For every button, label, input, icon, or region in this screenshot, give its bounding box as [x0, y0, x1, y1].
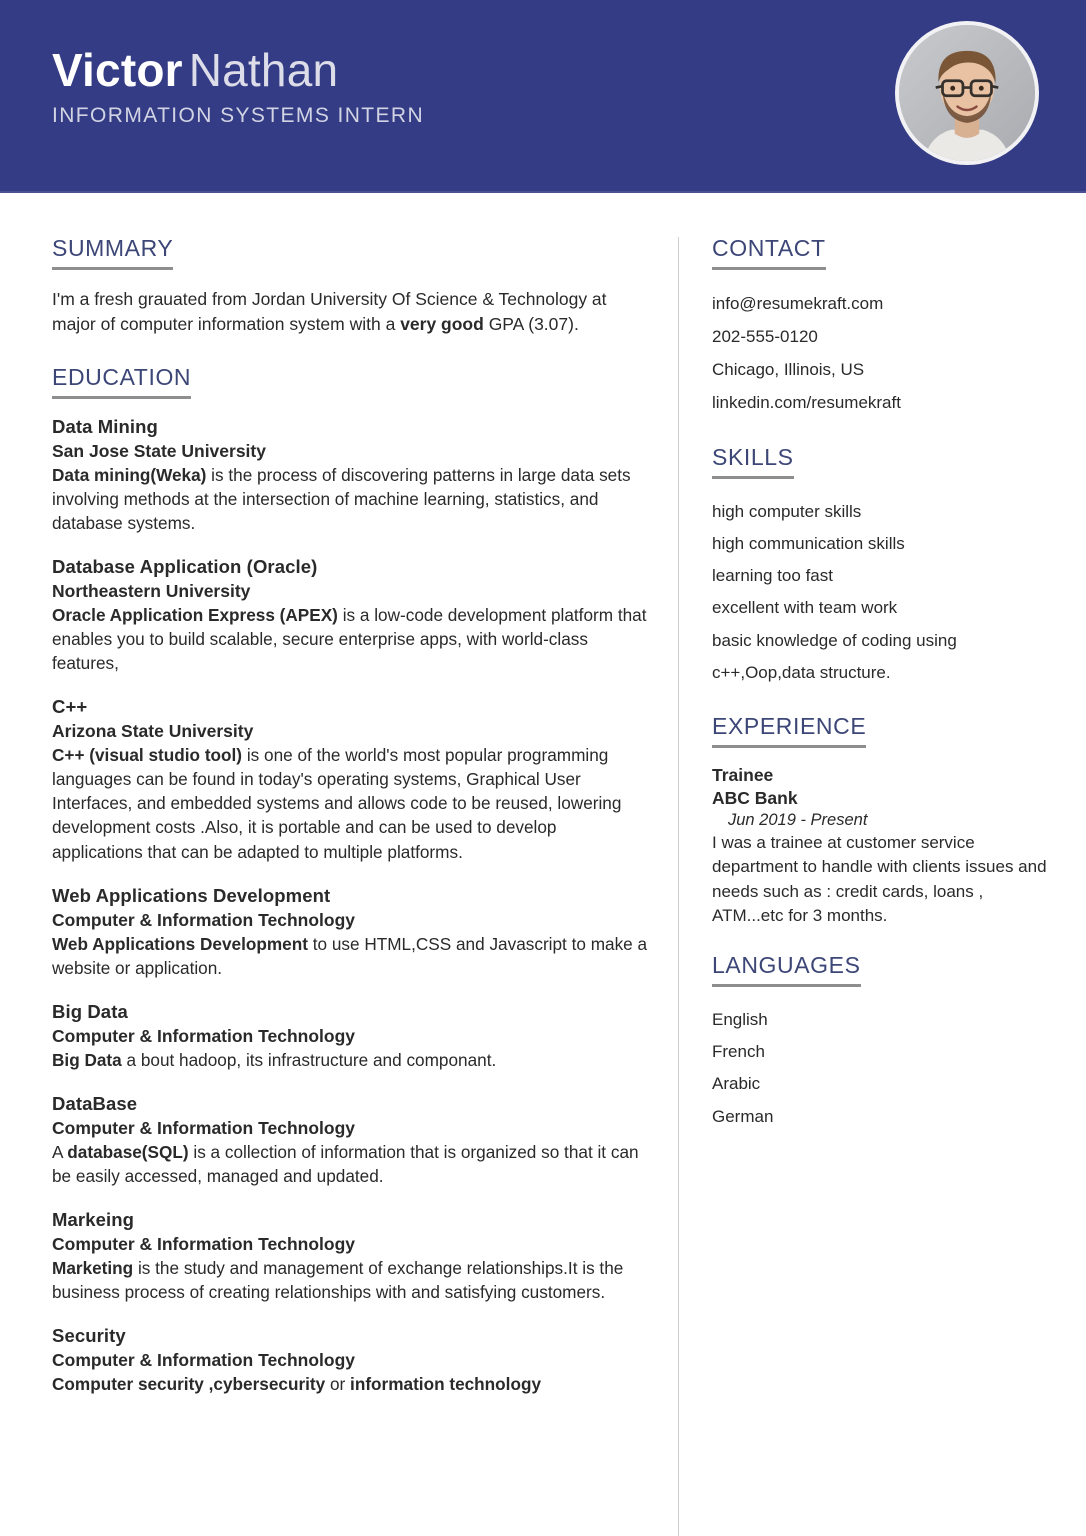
experience-date: Jun 2019 - Present [728, 811, 868, 830]
education-title: Markeing [52, 1209, 135, 1230]
contact-email[interactable]: info@resumekraft.com [712, 294, 884, 313]
education-item [52, 1093, 650, 1188]
education-description-bold: Big Data [52, 1049, 122, 1070]
summary-text-before: I'm a fresh grauated from Jordan University Of Science & Technology at major of computer information system with a [52, 289, 607, 335]
language-item: German [712, 1106, 774, 1126]
education-title: Security [52, 1325, 126, 1347]
education-school: Computer & Information Technology [52, 1117, 356, 1138]
language-item: French [712, 1042, 765, 1062]
education-school: San Jose State University [52, 440, 266, 461]
education-section [52, 364, 650, 1396]
education-description [52, 1048, 650, 1072]
contact-section [712, 235, 1056, 420]
languages-section [712, 952, 1056, 1133]
education-item [52, 1209, 650, 1304]
header-text-block [52, 46, 424, 128]
education-description-rest: is a collection of information that is organized so that it can be easily accessed, managed and updated. [52, 1141, 639, 1186]
education-title: Big Data [52, 1000, 128, 1022]
language-item: Arabic [712, 1074, 761, 1094]
avatar [895, 21, 1039, 165]
education-school: Computer & Information Technology [52, 1350, 356, 1371]
education-item [52, 416, 650, 535]
education-description [52, 1372, 650, 1396]
education-item [52, 556, 650, 675]
education-description-prefix: A [52, 1141, 68, 1162]
education-school: Computer & Information Technology [52, 909, 356, 930]
summary-text-after: GPA (3.07). [483, 314, 579, 335]
education-description-bold: Data mining(Weka) [52, 464, 207, 485]
education-title: Web Applications Development [52, 884, 331, 906]
job-title: INFORMATION SYSTEMS INTERN [52, 104, 425, 128]
skills-heading: SKILLS [712, 444, 794, 479]
education-item [52, 696, 650, 863]
last-name: Nathan [188, 44, 339, 96]
resume-body [0, 193, 1086, 1536]
education-title: C++ [52, 696, 88, 718]
skill-item: excellent with team work [712, 598, 898, 618]
education-school: Computer & Information Technology [52, 1025, 356, 1046]
education-description-bold: Oracle Application Express (APEX) [52, 604, 338, 625]
education-description-rest: is the study and management of exchange relationships.It is the business process of creating relationships with and satisfying customers. [52, 1258, 624, 1303]
education-title: Data Mining [52, 415, 158, 437]
education-description-rest: is a low-code development platform that enables you to build scalable, secure enterprise apps, with world-class features, [52, 604, 647, 674]
experience-company: ABC Bank [712, 788, 798, 809]
education-description [52, 932, 650, 980]
education-heading: EDUCATION [52, 364, 191, 399]
education-description [52, 1256, 650, 1304]
summary-section [52, 235, 650, 338]
education-description [52, 463, 650, 535]
education-description [52, 1140, 650, 1188]
education-description-bold: Web Applications Development [52, 933, 308, 954]
first-name: Victor [52, 44, 183, 96]
education-description [52, 603, 650, 675]
education-description-rest: to use HTML,CSS and Javascript to make a website or application. [52, 933, 648, 978]
summary-text [52, 287, 650, 338]
education-school: Arizona State University [52, 721, 254, 742]
experience-heading: EXPERIENCE [712, 713, 866, 748]
page-title [52, 46, 424, 94]
summary-text-bold: very good [400, 314, 484, 335]
skill-item: high communication skills [712, 533, 905, 553]
skills-section [712, 444, 1056, 690]
education-description-bold: C++ (visual studio tool) [52, 745, 243, 766]
education-description-rest: is one of the world's most popular programming languages can be found in today's operating systems, Graphical User Interfaces, and embedded systems and allows code to be reused, lowering development costs .Also, it is portable and can be used to develop applications that can be adapted to multiple platforms. [52, 745, 622, 862]
education-title: DataBase [52, 1092, 138, 1114]
skill-item: learning too fast [712, 566, 833, 586]
education-item [52, 1325, 650, 1396]
education-item [52, 1001, 650, 1072]
skill-item: high computer skills [712, 501, 862, 521]
contact-linkedin[interactable]: linkedin.com/resumekraft [712, 393, 901, 413]
education-item [52, 885, 650, 980]
education-description-rest: or [325, 1374, 351, 1395]
education-description-rest: a bout hadoop, its infrastructure and componant. [121, 1049, 497, 1070]
resume-header [0, 0, 1086, 193]
contact-heading: CONTACT [712, 235, 826, 270]
summary-heading: SUMMARY [52, 235, 173, 270]
education-description-bold: Marketing [52, 1258, 134, 1278]
education-title: Database Application (Oracle) [52, 555, 318, 577]
main-column [0, 235, 678, 1536]
profile-photo-icon [899, 25, 1035, 161]
education-description-bold: Computer security ,cybersecurity [52, 1374, 326, 1395]
experience-description: I was a trainee at customer service department to handle with clients issues and needs such as : credit cards, loans , ATM...etc for 3 months. [712, 833, 1047, 925]
education-school: Northeastern University [52, 580, 251, 601]
experience-section [712, 713, 1056, 928]
education-description-rest: is the process of discovering patterns in large data sets involving methods at the intersection of machine learning, statistics, and database systems. [52, 464, 631, 533]
contact-phone[interactable]: 202-555-0120 [712, 327, 818, 347]
skill-item: basic knowledge of coding using c++,Oop,data structure. [712, 630, 957, 683]
education-description [52, 743, 650, 863]
education-school: Computer & Information Technology [52, 1234, 356, 1254]
contact-location: Chicago, Illinois, US [712, 360, 865, 380]
language-item: English [712, 1009, 768, 1029]
experience-role: Trainee [712, 765, 774, 786]
education-description-bold-2: information technology [350, 1374, 542, 1395]
languages-heading: LANGUAGES [712, 952, 861, 987]
education-description-bold: database(SQL) [67, 1141, 189, 1162]
sidebar-column [679, 235, 1086, 1536]
